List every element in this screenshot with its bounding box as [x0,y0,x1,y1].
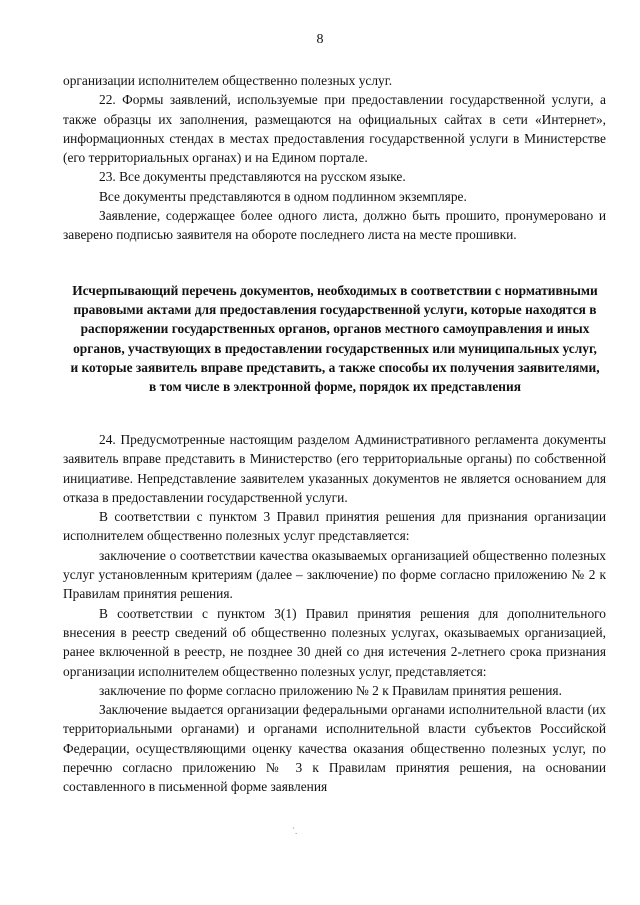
top-text-block [63,71,606,245]
bottom-text-block [63,430,606,797]
paragraph: 22. Формы заявлений, используемые при предоставлении государственной услуги, а также образцы их заполнения, размещаются на официальных сайтах в сети «Интернет», информационных стендах в местах предоставления государственной услуги в Министерстве (его территориальных органах) и на Едином портале. [63,92,606,166]
section-heading: Исчерпывающий перечень документов, необходимых в соответствии с нормативными правовыми актами для предоставления государственной услуги, которые находятся в распоряжении государственных органов, органов местного самоуправления и иных органов, участвующих в предоставлении государственных или муниципальных услуг, и которые заявитель вправе представить, а также способы их получения заявителями, в том числе в электронной форме, порядок их представления [70,283,600,395]
paragraph: Заявление, содержащее более одного листа, должно быть прошито, пронумеровано и заверено подписью заявителя на обороте последнего листа на месте прошивки. [63,208,606,243]
paragraph: В соответствии с пунктом 3 Правил принятия решения для признания организации исполнителем общественно полезных услуг представляется: [63,509,606,544]
paragraph: Все документы представляются в одном подлинном экземпляре. [99,188,467,204]
paragraph: заключение по форме согласно приложению № 2 к Правилам принятия решения. [99,682,562,698]
paragraph: 24. Предусмотренные настоящим разделом Административного регламента документы заявитель вправе представить в Министерство (его территориальные органы) по собственной инициативе. Непредставление заявителем указанных документов не является основанием для отказа в предоставлении государственной услуги. [63,432,606,505]
page-number: 8 [316,32,324,47]
paragraph: Заключение выдается организации федеральными органами исполнительной власти (их территориальными органами) и органами исполнительной власти субъектов Российской Федерации, осуществляющими оценку качества оказания общественно полезных услуг, по перечню согласно приложению № 3 к Правилам принятия решения, на основании составленного в письменной форме заявления [63,702,606,795]
paragraph: 23. Все документы представляются на русском языке. [99,169,406,185]
scan-mark: `. [292,826,298,836]
paragraph: организации исполнителем общественно полезных услуг. [63,73,393,88]
paragraph: В соответствии с пунктом 3(1) Правил принятия решения для дополнительного внесения в реестр сведений об общественно полезных услугах, оказываемых организацией, ранее включенной в реестр, не позднее 30 дней со дня истечения 2-летнего срока признания организации исполнителем общественно полезных услуг, представляется: [63,605,606,679]
paragraph: заключение о соответствии качества оказываемых организацией общественно полезных услуг установленным критериям (далее – заключение) по форме согласно приложению № 2 к Правилам принятия решения. [63,547,606,602]
